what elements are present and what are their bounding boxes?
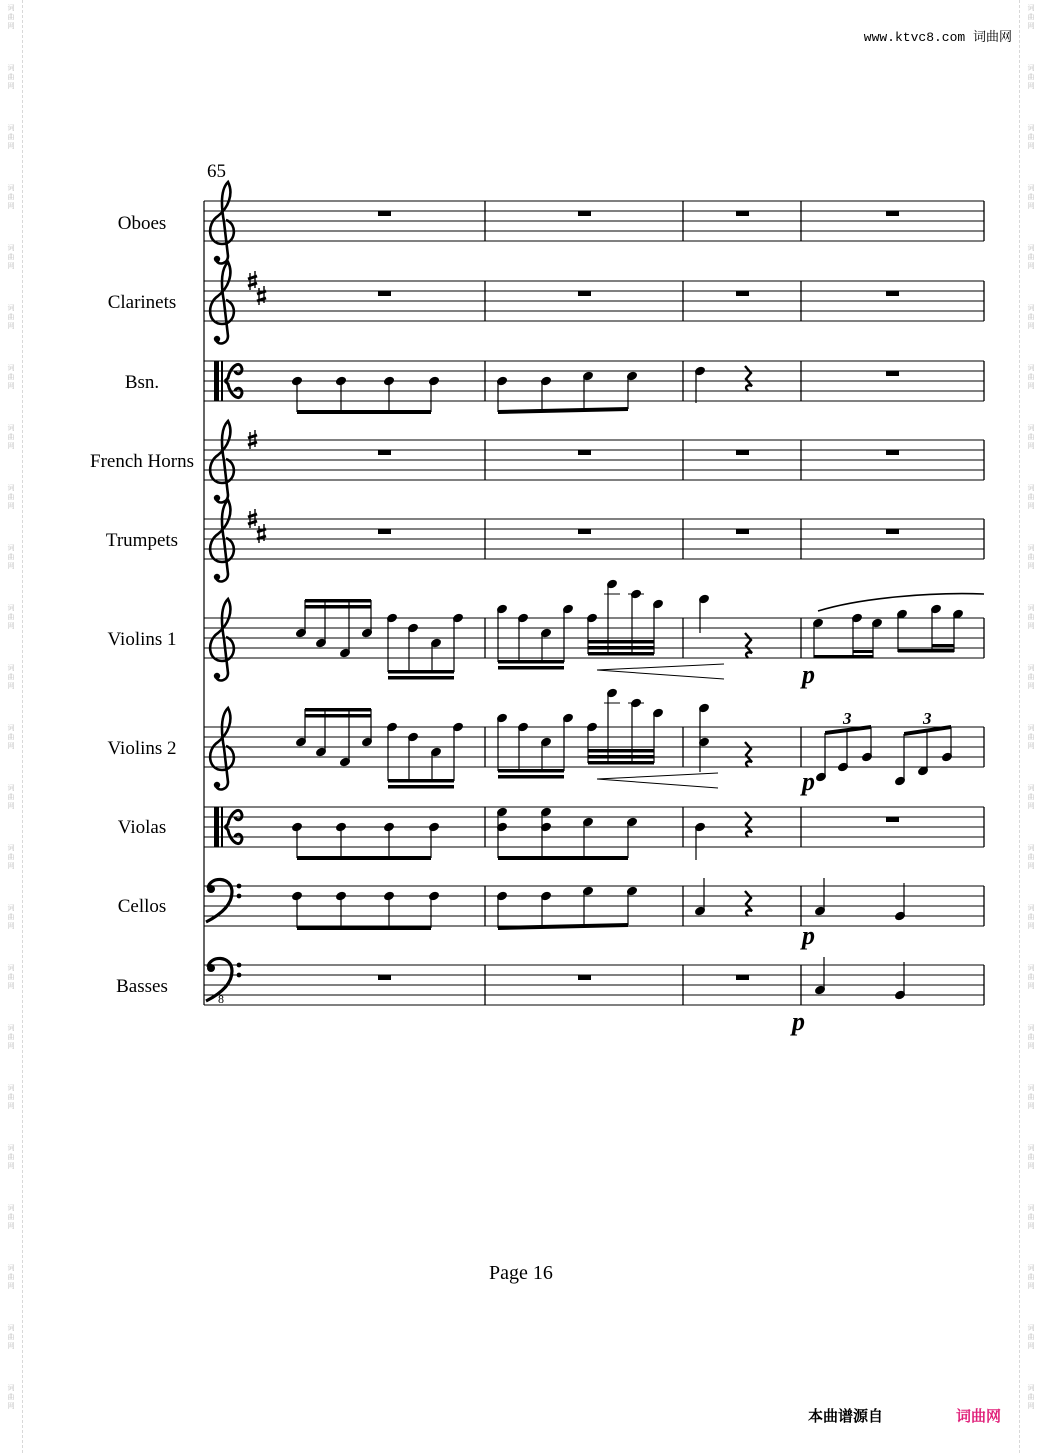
- instrument-label: Clarinets: [107, 292, 177, 313]
- violins2-notes: [295, 687, 954, 788]
- watermark-text: 词 曲 网: [1027, 844, 1035, 870]
- watermark-text: 词 曲 网: [7, 184, 15, 210]
- treble-clef-icon: [210, 599, 234, 680]
- watermark-text: 词 曲 网: [1027, 124, 1035, 150]
- treble-clef-icon: [210, 421, 234, 502]
- instrument-label: Bsn.: [124, 372, 160, 393]
- site-header[interactable]: www.ktvc8.com 词曲网: [863, 30, 1012, 45]
- watermark-text: 词 曲 网: [1027, 184, 1035, 210]
- watermark-text: 词 曲 网: [1027, 904, 1035, 930]
- basses-notes: [814, 957, 907, 1001]
- dynamic-mark: p: [802, 660, 815, 689]
- watermark-text: 词 曲 网: [1027, 1264, 1035, 1290]
- instrument-label: Trumpets: [105, 530, 179, 551]
- watermark-text: 词 曲 网: [1027, 544, 1035, 570]
- instrument-label: Violins 2: [107, 738, 177, 759]
- source-label: 本曲谱源自: [808, 1407, 884, 1425]
- instrument-label: Oboes: [117, 213, 167, 234]
- sharp-icon: [257, 524, 266, 543]
- watermark-text: 词 曲 网: [1027, 4, 1035, 30]
- sharp-icon: [257, 286, 266, 305]
- violins1-notes: [295, 578, 984, 679]
- watermark-text: 词 曲 网: [7, 244, 15, 270]
- watermark-text: 词 曲 网: [7, 1204, 15, 1230]
- triplet-number: 3: [923, 709, 932, 728]
- watermark-text: 词 曲 网: [7, 544, 15, 570]
- watermark-text: 词 曲 网: [7, 4, 15, 30]
- instrument-label: French Horns: [90, 451, 194, 472]
- watermark-text: 词 曲 网: [7, 724, 15, 750]
- watermark-text: 词 曲 网: [7, 844, 15, 870]
- watermark-text: 词 曲 网: [7, 1144, 15, 1170]
- watermark-text: 词 曲 网: [1027, 64, 1035, 90]
- watermark-text: 词 曲 网: [1027, 484, 1035, 510]
- instrument-label: Basses: [116, 976, 168, 997]
- instrument-label: Violins 1: [107, 629, 177, 650]
- watermark-text: 词 曲 网: [1027, 1024, 1035, 1050]
- watermark-text: 词 曲 网: [7, 604, 15, 630]
- watermark-text: 词 曲 网: [1027, 1144, 1035, 1170]
- watermark-text: 词 曲 网: [1027, 604, 1035, 630]
- watermark-text: 词 曲 网: [7, 484, 15, 510]
- watermark-text: 词 曲 网: [1027, 724, 1035, 750]
- watermark-text: 词 曲 网: [7, 64, 15, 90]
- instrument-label: Violas: [117, 817, 167, 838]
- watermark-text: 词 曲 网: [1027, 244, 1035, 270]
- watermark-text: 词 曲 网: [7, 304, 15, 330]
- octave-digit: 8: [218, 992, 224, 1006]
- watermark-text: 词 曲 网: [1027, 784, 1035, 810]
- watermark-text: 词 曲 网: [7, 664, 15, 690]
- source-site-link[interactable]: 词曲网: [956, 1407, 1002, 1425]
- dynamic-mark: p: [802, 767, 815, 796]
- measure-number: 65: [207, 161, 226, 182]
- watermark-text: 词 曲 网: [7, 424, 15, 450]
- watermark-text: 词 曲 网: [7, 364, 15, 390]
- page-number: Page 16: [489, 1262, 553, 1284]
- watermark-text: 词 曲 网: [1027, 1084, 1035, 1110]
- watermark-text: 词 曲 网: [7, 124, 15, 150]
- watermark-text: 词 曲 网: [7, 1084, 15, 1110]
- dynamic-mark: p: [792, 1007, 805, 1036]
- treble-clef-icon: [210, 708, 234, 789]
- watermark-text: 词 曲 网: [1027, 1384, 1035, 1410]
- watermark-text: 词 曲 网: [7, 1324, 15, 1350]
- watermark-text: 词 曲 网: [1027, 964, 1035, 990]
- watermark-text: 词 曲 网: [1027, 1324, 1035, 1350]
- watermark-text: 词 曲 网: [7, 784, 15, 810]
- watermark-text: 词 曲 网: [7, 1384, 15, 1410]
- treble-clef-icon: [210, 262, 234, 343]
- watermark-text: 词 曲 网: [7, 1264, 15, 1290]
- treble-clef-icon: [210, 182, 234, 263]
- watermark-text: 词 曲 网: [1027, 1204, 1035, 1230]
- watermark-text: 词 曲 网: [1027, 304, 1035, 330]
- instrument-label: Cellos: [117, 896, 167, 917]
- triplet-number: 3: [843, 709, 852, 728]
- watermark-text: 词 曲 网: [1027, 424, 1035, 450]
- dynamic-mark: p: [802, 921, 815, 950]
- watermark-text: 词 曲 网: [7, 904, 15, 930]
- treble-clef-icon: [210, 500, 234, 581]
- watermark-text: 词 曲 网: [1027, 664, 1035, 690]
- watermark-text: 词 曲 网: [7, 964, 15, 990]
- watermark-text: 词 曲 网: [1027, 364, 1035, 390]
- watermark-text: 词 曲 网: [7, 1024, 15, 1050]
